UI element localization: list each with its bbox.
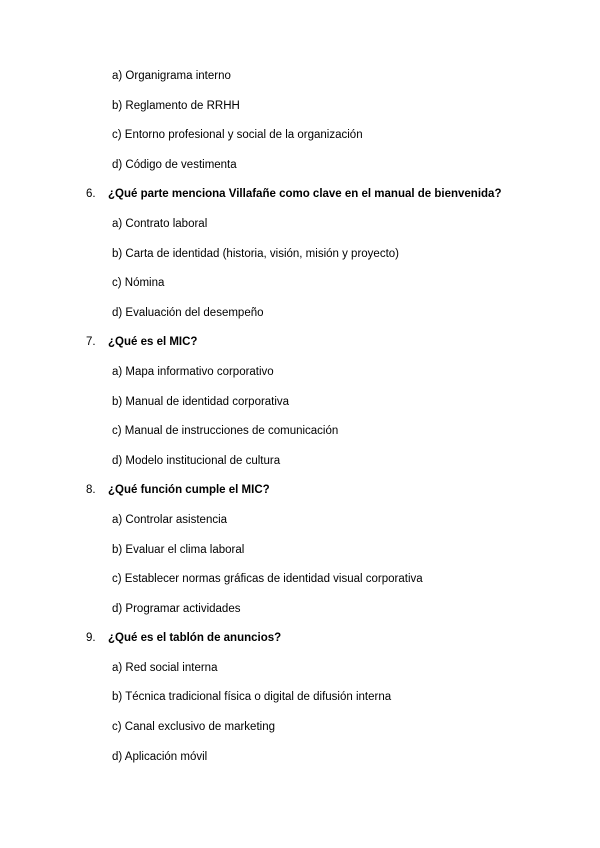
option-item: a) Contrato laboral xyxy=(112,217,208,230)
question-text: ¿Qué función cumple el MIC? xyxy=(108,484,270,497)
option-item: b) Reglamento de RRHH xyxy=(112,99,240,112)
option-item: c) Entorno profesional y social de la organización xyxy=(112,129,363,142)
question-number: 6. xyxy=(86,188,96,201)
option-item: c) Manual de instrucciones de comunicación xyxy=(112,425,339,438)
option-item: a) Red social interna xyxy=(112,661,218,674)
option-item: d) Evaluación del desempeño xyxy=(112,306,264,319)
question-row xyxy=(0,476,600,506)
option-item: a) Mapa informativo corporativo xyxy=(112,365,274,378)
question-row xyxy=(0,180,600,210)
question-number: 7. xyxy=(86,336,96,349)
option-item: b) Carta de identidad (historia, visión, misión y proyecto) xyxy=(112,247,399,260)
question-text: ¿Qué es el tablón de anuncios? xyxy=(108,632,282,645)
option-item: d) Código de vestimenta xyxy=(112,158,237,171)
option-item: c) Establecer normas gráficas de identidad visual corporativa xyxy=(112,573,423,586)
option-item: a) Organigrama interno xyxy=(112,70,231,82)
option-item: a) Controlar asistencia xyxy=(112,513,228,526)
option-item: b) Técnica tradicional física o digital de difusión interna xyxy=(112,691,392,704)
option-item: c) Canal exclusivo de marketing xyxy=(112,721,275,734)
option-item: d) Programar actividades xyxy=(112,602,241,615)
question-text: ¿Qué parte menciona Villafañe como clave en el manual de bienvenida? xyxy=(108,188,502,201)
question-row xyxy=(0,624,600,654)
question-text: ¿Qué es el MIC? xyxy=(108,336,198,349)
question-number: 9. xyxy=(86,632,96,645)
option-item: d) Aplicación móvil xyxy=(112,750,208,763)
option-item: d) Modelo institucional de cultura xyxy=(112,454,281,467)
option-item: b) Manual de identidad corporativa xyxy=(112,395,290,408)
question-row xyxy=(0,328,600,358)
option-item: c) Nómina xyxy=(112,277,165,290)
question-number: 8. xyxy=(86,484,96,497)
option-item: b) Evaluar el clima laboral xyxy=(112,543,245,556)
